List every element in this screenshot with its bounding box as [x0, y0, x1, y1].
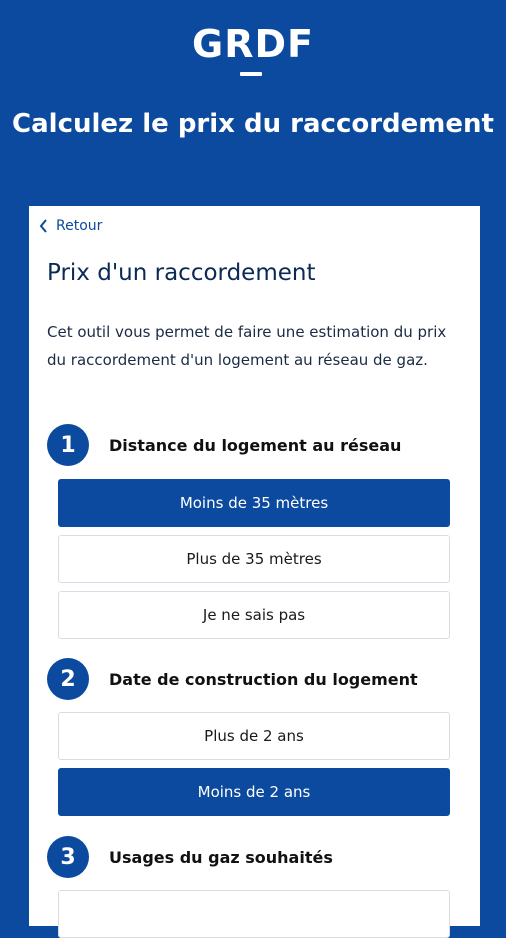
- step-2: [47, 658, 418, 700]
- step-1: [47, 424, 401, 466]
- grdf-logo: GRDF: [192, 22, 314, 66]
- step-number-badge: 2: [47, 658, 89, 700]
- option-plus-2-ans[interactable]: Plus de 2 ans: [58, 712, 450, 760]
- back-link-label: Retour: [56, 218, 103, 234]
- calculator-card: [29, 206, 480, 926]
- logo-underline-mark: [240, 72, 262, 76]
- chevron-left-icon: [39, 219, 48, 233]
- option-moins-2-ans[interactable]: Moins de 2 ans: [58, 768, 450, 816]
- step-3: [47, 836, 333, 878]
- card-title: Prix d'un raccordement: [47, 260, 316, 286]
- step-number-badge: 3: [47, 836, 89, 878]
- step-label: Distance du logement au réseau: [109, 435, 402, 455]
- step-number-badge: 1: [47, 424, 89, 466]
- option-je-ne-sais-pas[interactable]: Je ne sais pas: [58, 591, 450, 639]
- option-plus-35-metres[interactable]: Plus de 35 mètres: [58, 535, 450, 583]
- page-title: Calculez le prix du raccordement: [12, 109, 494, 139]
- intro-text: Cet outil vous permet de faire une estimation du prix du raccordement d'un logement au réseau de gaz.: [47, 323, 447, 369]
- step-label: Date de construction du logement: [109, 669, 418, 689]
- option-moins-35-metres[interactable]: Moins de 35 mètres: [58, 479, 450, 527]
- option-usage-partial[interactable]: [58, 890, 450, 938]
- back-link[interactable]: [39, 218, 102, 234]
- step-label: Usages du gaz souhaités: [109, 847, 333, 867]
- app-header: [0, 0, 506, 210]
